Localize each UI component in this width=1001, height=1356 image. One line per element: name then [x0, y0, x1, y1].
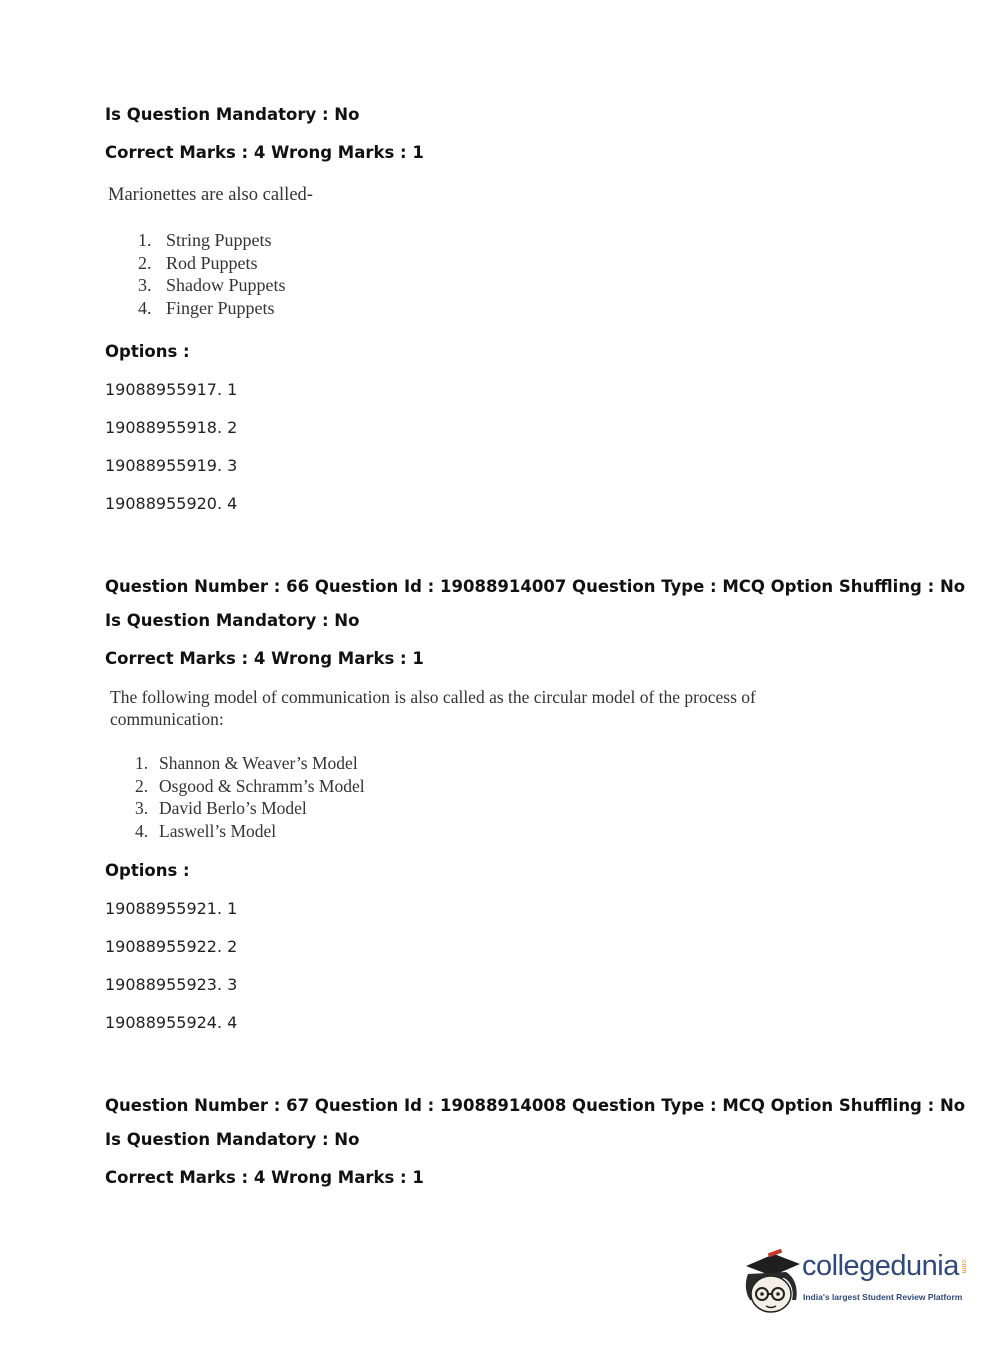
option-item: 19088955919. 3: [105, 456, 238, 475]
logo-wordmark: collegedunia: [802, 1250, 959, 1282]
question-header: Question Number : 67 Question Id : 19088914008 Question Type : MCQ Option Shuffling : No: [105, 1096, 966, 1115]
options-label: Options :: [105, 342, 190, 361]
collegedunia-logo[interactable]: [740, 1248, 970, 1320]
marks-text: Correct Marks : 4 Wrong Marks : 1: [105, 143, 424, 162]
option-item: 19088955921. 1: [105, 899, 238, 918]
logo-tagline: India's largest Student Review Platform: [803, 1292, 963, 1302]
option-item: 19088955923. 3: [105, 975, 238, 994]
question-choices: [135, 752, 365, 842]
option-item: 19088955922. 2: [105, 937, 238, 956]
option-item: 19088955920. 4: [105, 494, 238, 513]
choice-item: 1. Shannon & Weaver’s Model: [135, 753, 358, 773]
marks-text: Correct Marks : 4 Wrong Marks : 1: [105, 1168, 424, 1187]
option-item: 19088955924. 4: [105, 1013, 238, 1032]
option-item: 19088955917. 1: [105, 380, 238, 399]
choice-item: 3. Shadow Puppets: [138, 275, 286, 295]
question-text-line2: communication:: [110, 709, 224, 729]
option-item: 19088955918. 2: [105, 418, 238, 437]
question-text-line1: The following model of communication is also called as the circular model of the process of: [110, 687, 756, 707]
mandatory-text: Is Question Mandatory : No: [105, 105, 360, 124]
question-header: Question Number : 66 Question Id : 19088914007 Question Type : MCQ Option Shuffling : No: [105, 577, 966, 596]
choice-item: 2. Osgood & Schramm’s Model: [135, 775, 365, 796]
choice-item: 3. David Berlo’s Model: [135, 798, 307, 818]
choice-item: 4. Laswell’s Model: [135, 820, 277, 841]
question-text: Marionettes are also called-: [108, 185, 313, 205]
mandatory-text: Is Question Mandatory : No: [105, 1130, 360, 1149]
options-label: Options :: [105, 861, 190, 880]
logo-suffix: .com: [960, 1258, 967, 1274]
question-choices: [138, 229, 286, 319]
choice-item: 4. Finger Puppets: [138, 297, 275, 318]
mandatory-text: Is Question Mandatory : No: [105, 611, 360, 630]
marks-text: Correct Marks : 4 Wrong Marks : 1: [105, 649, 424, 668]
choice-item: 2. Rod Puppets: [138, 252, 258, 273]
choice-item: 1. String Puppets: [138, 230, 272, 250]
mascot-icon: [740, 1248, 802, 1320]
